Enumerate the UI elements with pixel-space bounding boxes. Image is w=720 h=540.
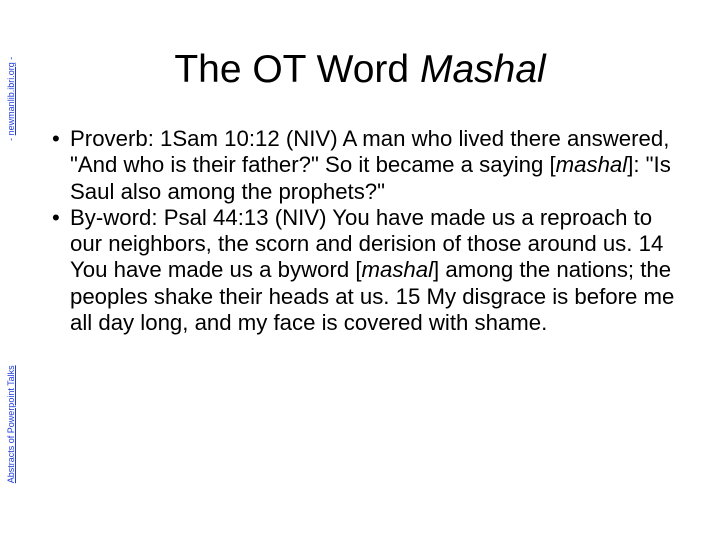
- bullet-italic-term: mashal: [555, 152, 628, 178]
- bullet-text-end: ] among the nations; the peoples shake their heads at us. 15 My disgrace is before me all day long, and my face is covered with shame.: [70, 257, 675, 336]
- watermark-separator-end: -: [6, 56, 16, 63]
- bullet-item-byword: [52, 204, 688, 336]
- watermark-separator: -: [6, 135, 16, 144]
- bullet-text-end: ]: "Is Saul also among the prophets?": [70, 152, 671, 204]
- slide-title-italic: Mashal: [419, 48, 546, 91]
- side-watermark: [0, 0, 22, 540]
- bullet-icon: •: [52, 204, 60, 230]
- bullet-italic-term: mashal: [361, 257, 434, 283]
- bullet-icon: •: [52, 126, 60, 151]
- bullet-list: [52, 126, 688, 336]
- bullet-text: Proverb: 1Sam 10:12 (NIV) A man who lived there answered, "And who is their father?" So it became a saying [: [70, 126, 670, 178]
- bullet-text: By-word: Psal 44:13 (NIV) You have made us a reproach to our neighbors, the scorn and derision of those around us. 14 You have made us a byword [: [70, 204, 664, 283]
- abstracts-link[interactable]: Abstracts of Powerpoint Talks: [6, 365, 16, 484]
- slide-title: [60, 40, 660, 100]
- newmanlib-link[interactable]: newmanlib.ibri.org: [6, 62, 16, 136]
- side-watermark-text: [6, 57, 16, 483]
- slide-title-text: The OT Word: [174, 48, 420, 91]
- bullet-item-proverb: [52, 126, 688, 205]
